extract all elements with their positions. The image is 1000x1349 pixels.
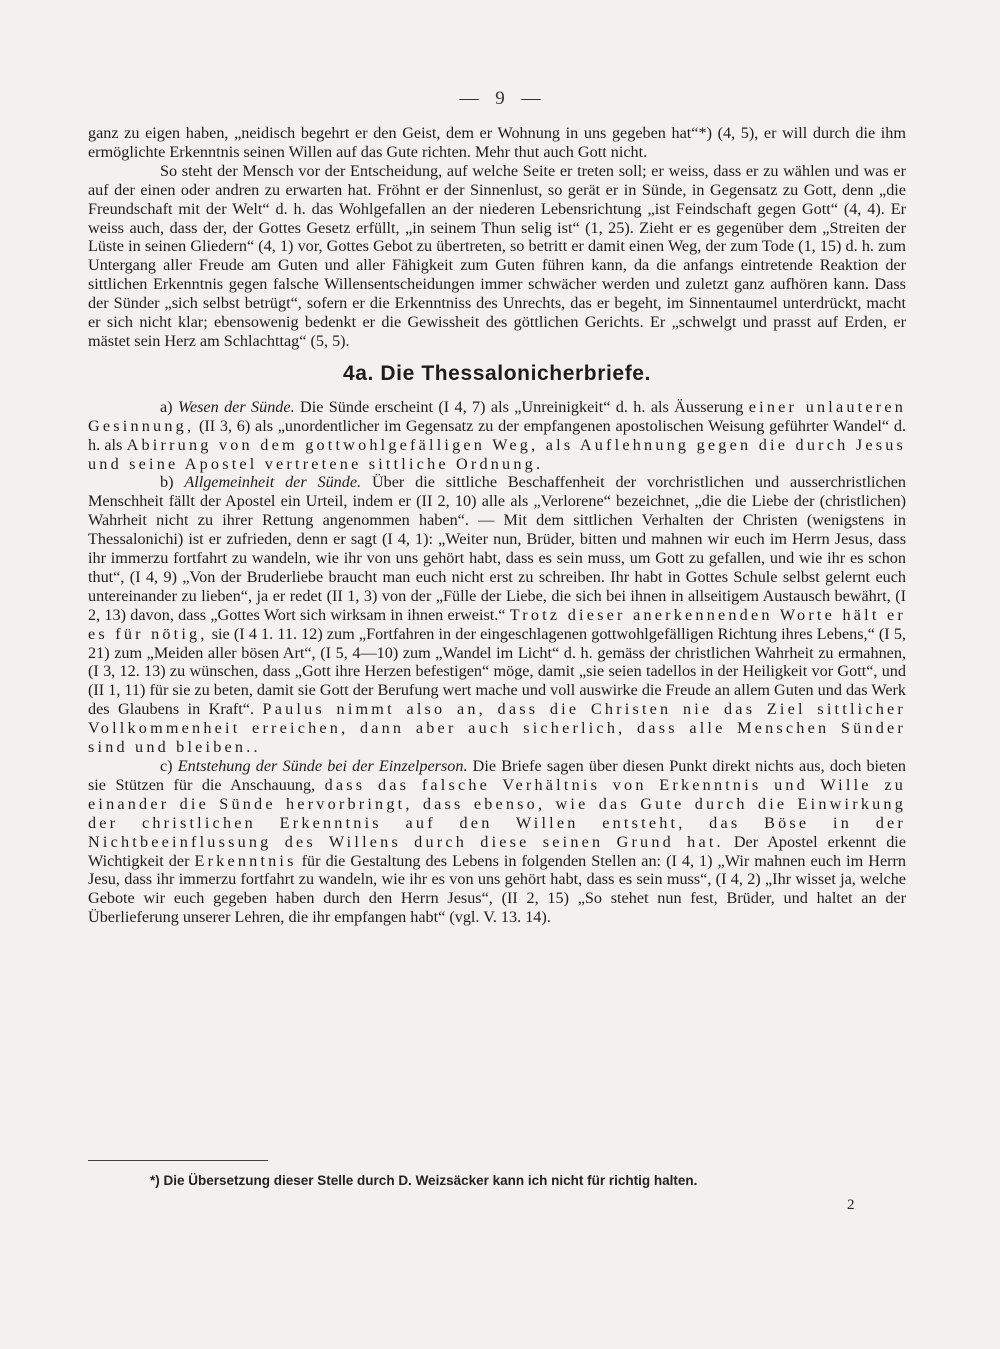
paragraph-b-spaced-1: Trotz dieser anerkennenden Worte hält er es für nötig,	[88, 605, 906, 643]
paragraph-a-text-2: (II 3, 6) als „unordentlicher im Gegensatz zu der empfangenen apostolischen Weisung geführter Wandel“ d. h. als	[88, 416, 906, 454]
paragraph-b	[88, 473, 906, 757]
paragraph-a-spaced-2: Abirrung von dem gottwohlgefälligen Weg, als Auflehnung gegen die durch Jesus und seine Apostel vertretene sittliche Ordnung.	[88, 435, 906, 473]
header-dash-left: —	[459, 88, 479, 109]
paragraph-c-spaced-1: dass das falsche Verhältnis von Erkenntnis und Wille zu einander die Sünde hervorbringt, dass ebenso, wie das Gute durch die Einwirkung der christlichen Erkenntnis auf den Willen entsteht, das Böse in der Nichtbeeinflussung des Willens durch diese seinen Grund hat.	[88, 775, 907, 851]
paragraph-c-text-2: Der Apostel erkennt die Wichtigkeit der	[88, 832, 906, 870]
paragraph-b-spaced-2: Paulus nimmt also an, dass die Christen nie das Ziel sittlicher Vollkommenheit erreichen, dann aber auch sicherlich, dass alle Menschen Sünder sind und bleiben..	[88, 700, 906, 757]
paragraph-c-spaced-2: Erkenntnis	[194, 851, 297, 870]
section-heading: 4a. Die Thessalonicherbriefe.	[342, 361, 652, 385]
signature-mark: 2	[847, 1197, 855, 1213]
paragraph-c-title: Entstehung der Sünde bei der Einzelperson.	[177, 757, 468, 775]
body-text	[88, 124, 906, 927]
paragraph-b-text-1: Über die sittliche Beschaffenheit der vorchristlichen und ausserchristlichen Menschheit fällt der Apostel ein Urteil, indem er (II 2, 10) alle als „Verlorene“ bezeichnet, „die die Liebe der (christlichen) Wahrheit nicht zu ihrer Rettung angenommen haben“. — Mit dem sittlichen Verhalten der Christen (wenigstens in Thessalonichi) ist er zufrieden, denn er sagt (I 4, 1): „Weiter nun, Brüder, bitten und mahnen wir euch im Herrn Jesus, dass ihr immerzu fortfahrt zu wandeln, wie ihr von uns gehört habt, dass es sein muss, um Gott zu gefallen, und wie ihr es schon thut“, (I 4, 9) „Von der Bruderliebe braucht man euch nicht erst zu schreiben. Ihr habt in Gottes Schule selbst gelernt euch untereinander zu lieben“, ja er redet (II 1, 3) von der „Fülle der Liebe, die sich bei ihnen in allseitigem Austausch bewährt, (I 2, 13) davon, dass „Gottes Wort sich wirksam in ihnen erweist.“	[88, 473, 906, 624]
paragraph-a-text-1: Die Sünde erscheint (I 4, 7) als „Unreinigkeit“ d. h. als Äusserung	[300, 397, 749, 416]
paragraph-b-label: b)	[160, 473, 174, 492]
footnote-rule	[88, 1160, 268, 1161]
footnote: *) Die Übersetzung dieser Stelle durch D. Weizsäcker kann ich nicht für richtig halten.	[150, 1173, 698, 1188]
page-header	[0, 88, 1000, 110]
header-dash-right: —	[521, 88, 541, 109]
paragraph-b-title: Allgemeinheit der Sünde.	[184, 473, 362, 492]
paragraph-c-label: c)	[160, 757, 173, 775]
paragraph-c	[88, 757, 906, 927]
intro-paragraph-2: So steht der Mensch vor der Entscheidung, auf welche Seite er treten soll; er weiss, dass er zu wählen und was er auf der einen oder andren zu erwarten hat. Fröhnt er der Sinnenlust, so gerät er in Sünde, in Gegensatz zu Gott, denn „die Freundschaft mit der Welt“ d. h. das Wohlgefallen an der niederen Lebensrichtung „ist Feindschaft gegen Gott“ (4, 4). Er weiss auch, dass der, der Gottes Gesetz erfüllt, „in seinem Thun selig ist“ (1, 25). Zieht er es gegenüber dem „Streiten der Lüste in seinen Gliedern“ (4, 1) vor, Gottes Gebot zu übertreten, so betritt er damit einen Weg, der zum Tode (1, 15) d. h. zum Untergang aller Freude am Guten und aller Fähigkeit zum Guten führen kann, da die anfangs eintretende Reaktion der sittlichen Erkenntnis gegen falsche Willensentscheidungen immer schwächer werden und zuletzt ganz aufhören kann. Dass der Sünder „sich selbst betrügt“, sofern er die Erkenntniss des Unrechts, das er begeht, im Sinnentaumel unterdrückt, macht er sich nicht klar; ebensowenig bedenkt er die Gewissheit des göttlichen Gerichts. Er „schwelgt und prasst auf Erden, er mästet sein Herz am Schlachttag“ (5, 5).	[88, 161, 906, 350]
paragraph-c-text-1: Die Briefe sagen über diesen Punkt direkt nichts aus, doch bieten sie Stützen für die Anschauung,	[88, 757, 907, 794]
paragraph-b-text-2: sie (I 4 1. 11. 12) zum „Fortfahren in der eingeschlagenen gottwohlgefälligen Richtung ihres Lebens,“ (I 5, 21) zum „Meiden aller bösen Art“, (I 5, 4—10) zum „Wandel im Licht“ d. h. gemäss der christlichen Wahrheit zu ermahnen, (I 3, 12. 13) zu wünschen, dass „Gott ihre Herzen befestigen“ möge, damit „sie seien tadellos in der Heiligkeit vor Gott“, und (II 1, 11) für sie zu beten, damit sie Gott der Berufung wert mache und voll auswirke die Freude an allem Guten und das Werk des Glaubens in Kraft“.	[88, 624, 906, 719]
page-number: 9	[495, 88, 505, 109]
intro-paragraph-1: ganz zu eigen haben, „neidisch begehrt er den Geist, dem er Wohnung in uns gegeben hat“*) (4, 5), er will durch die ihm ermöglichte Erkenntnis seinen Willen auf das Gute richten. Mehr thut auch Gott nicht.	[88, 124, 906, 161]
paragraph-a-spaced-1: einer unlauteren Gesinnung,	[88, 397, 907, 435]
paragraph-a	[88, 398, 906, 474]
paragraph-a-label: a)	[160, 397, 173, 416]
paragraph-a-title: Wesen der Sünde.	[177, 397, 295, 416]
paragraph-c-text-3: für die Gestaltung des Lebens in folgenden Stellen an: (I 4, 1) „Wir mahnen euch im Herrn Jesu, dass ihr immerzu fortfahrt zu wandeln, wie ihr es von uns gehört habt, dass es sein muss“, (I 4, 2) „Ihr wisset ja, welche Gebote wir euch gegeben haben durch den Herrn Jesus“, (II 2, 15) „So stehet nun fest, Brüder, und haltet an der Überlieferung unserer Lehren, die ihr empfangen habt“ (vgl. V. 13. 14).	[88, 851, 907, 927]
